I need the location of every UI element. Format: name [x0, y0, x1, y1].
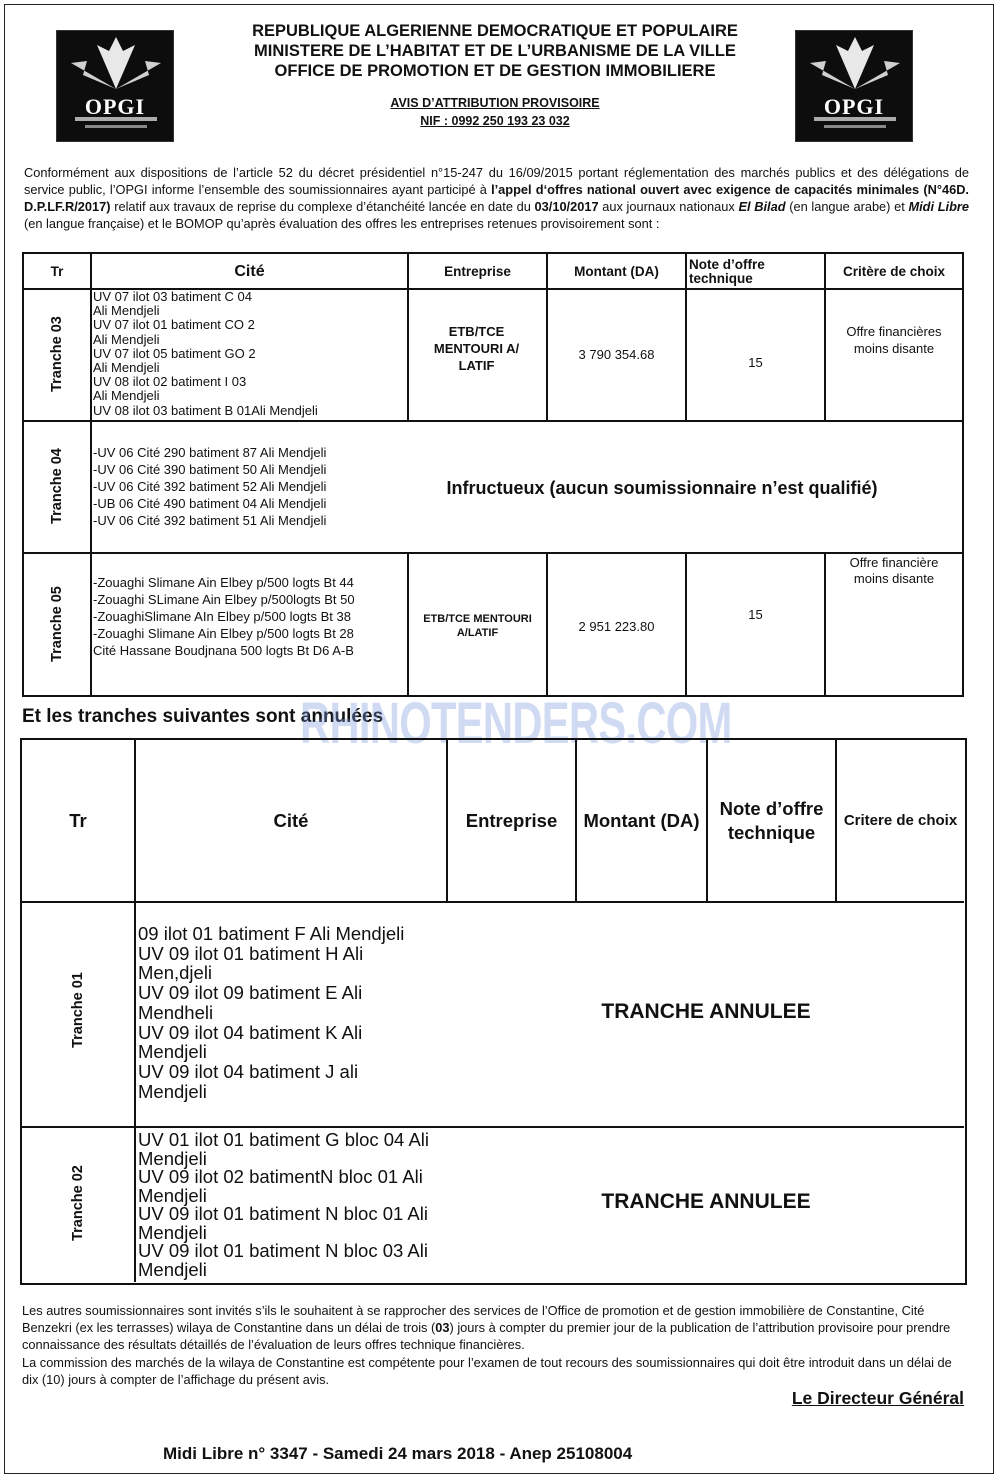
header-critere: Critere de choix: [843, 812, 958, 829]
header-tr: Tr: [69, 810, 87, 831]
cite-item: -Zouaghi Slimane Ain Elbey p/500 logts Bt 44: [93, 575, 354, 590]
intro-text: (en langue arabe) et: [785, 199, 909, 214]
watermark: RHINOTENDERS.COM: [300, 691, 732, 756]
footer-text: ) jours à compter du premier jour de la publication de l’attribution provisoire pour prendre connaissance des résultats détaillés de l’évaluation de leurs offres technique financières.: [22, 1320, 951, 1353]
cite-list: [138, 924, 404, 1101]
header-office: OFFICE DE PROMOTION ET DE GESTION IMMOBILIERE: [274, 62, 716, 80]
cite-item: -UB 06 Cité 490 batiment 04 Ali Mendjeli: [93, 496, 327, 511]
footer-paragraph: [22, 1302, 967, 1388]
cite-item: UV 08 ilot 03 batiment B 01Ali Mendjeli: [93, 402, 318, 418]
tranche-label: Tranche 01: [70, 972, 86, 1048]
cite-item: -UV 06 Cité 392 batiment 51 Ali Mendjeli: [93, 513, 327, 528]
note-cell: 15: [748, 354, 763, 370]
header-cite: Cité: [234, 263, 265, 280]
montant-cell: 3 790 354.68: [578, 346, 655, 362]
cite-item: Mendheli: [138, 1001, 214, 1023]
header-republic: REPUBLIQUE ALGERIENNE DEMOCRATIQUE ET POPULAIRE: [252, 22, 738, 40]
entreprise-cell: ETB/TCE MENTOURI A/LATIF: [423, 613, 532, 639]
annulled-table: [20, 738, 967, 1285]
header-ministry: MINISTERE DE L’HABITAT ET DE L’URBANISME DE LA VILLE: [254, 42, 736, 60]
cite-item: -UV 06 Cité 390 batiment 50 Ali Mendjeli: [93, 462, 327, 477]
cite-item: Ali Mendjeli: [93, 360, 160, 376]
footer-text: Les autres soumissionnaires sont invités s’ils le souhaitent à se rapprocher des services de l’Office de promotion et de gestion immobilière de Constantine, Cité Benzekri (ex les terrasses) wilaya de Constantine dans un délai de trois (: [22, 1303, 925, 1336]
cite-item: UV 07 ilot 03 batiment C 04: [93, 289, 252, 304]
cite-item: UV 09 ilot 01 batiment H Ali: [138, 942, 364, 964]
entreprise-cell: ETB/TCE MENTOURI A/ LATIF: [433, 323, 520, 373]
logo-text: OPGI: [823, 94, 885, 119]
nif-number: NIF : 0992 250 193 23 032: [420, 114, 570, 128]
annulled-section-title: Et les tranches suivantes sont annulées: [22, 706, 384, 727]
cite-item: UV 07 ilot 01 batiment CO 2: [93, 317, 255, 333]
cite-list: [93, 574, 355, 659]
cite-item: Mendjeli: [138, 1147, 207, 1169]
cite-item: Mendjeli: [138, 1080, 207, 1102]
cite-item: Ali Mendjeli: [93, 303, 160, 319]
cite-item: Men,djeli: [138, 962, 213, 984]
header-cite: Cité: [273, 810, 309, 831]
opgi-logo-right: [795, 30, 913, 142]
intro-date: 03/10/2017: [534, 199, 599, 214]
publication-line: Midi Libre n° 3347 - Samedi 24 mars 2018 - Anep 25108004: [163, 1444, 633, 1463]
cite-item: UV 09 ilot 09 batiment E Ali: [138, 982, 363, 1004]
cite-item: -Zouaghi SLimane Ain Elbey p/500logts Bt 50: [93, 592, 355, 607]
header-tr: Tr: [50, 264, 64, 279]
logo-text: OPGI: [84, 94, 146, 119]
cite-item: UV 08 ilot 02 batiment I 03: [93, 374, 247, 390]
cite-item: 09 ilot 01 batiment F Ali Mendjeli: [138, 923, 405, 944]
attribution-table: [22, 252, 964, 697]
starburst-icon: [796, 31, 913, 142]
cite-item: Ali Mendjeli: [93, 388, 160, 404]
tranche-label: Tranche 03: [49, 316, 65, 392]
avis-title: AVIS D’ATTRIBUTION PROVISOIRE: [390, 96, 600, 110]
cite-list: [93, 444, 326, 529]
footer-days: 03: [435, 1320, 450, 1336]
critere-cell: Offre financières moins disante: [846, 324, 942, 356]
cite-item: UV 09 ilot 01 batiment N bloc 01 Ali: [138, 1203, 428, 1224]
cite-item: -UV 06 Cité 290 batiment 87 Ali Mendjeli: [93, 445, 327, 460]
header-entreprise: Entreprise: [444, 264, 511, 279]
cite-item: UV 07 ilot 05 batiment GO 2: [93, 345, 256, 361]
cite-item: Cité Hassane Boudjnana 500 logts Bt D6 A-B: [93, 643, 354, 658]
newspaper-name: Midi Libre: [908, 199, 969, 214]
cite-item: Mendjeli: [138, 1221, 207, 1243]
header-note: Note d’offre technique: [719, 798, 824, 843]
footer-recours: La commission des marchés de la wilaya de Constantine est compétente pour l’examen de tout recours des soumissionnaires qui doit être introduit dans un délai de dix (10) jours à compter de l’affichage du présent avis.: [22, 1354, 952, 1387]
tranche-annulee-status: TRANCHE ANNULEE: [601, 1190, 811, 1213]
tranche-label: Tranche 05: [49, 586, 65, 662]
starburst-icon: [57, 31, 174, 142]
tranche-label: Tranche 02: [70, 1165, 86, 1241]
cite-item: Mendjeli: [138, 1258, 207, 1280]
cite-item: -UV 06 Cité 392 batiment 52 Ali Mendjeli: [93, 479, 327, 494]
cite-item: Mendjeli: [138, 1041, 207, 1063]
critere-cell: Offre financière moins disante: [849, 555, 939, 586]
montant-cell: 2 951 223.80: [578, 618, 655, 634]
header-entreprise: Entreprise: [465, 810, 558, 831]
header-montant: Montant (DA): [574, 264, 659, 279]
intro-text: relatif aux travaux de reprise du complexe d’étanchéité lancée en date du: [110, 199, 535, 214]
intro-bold: l’appel d‘offres national ouvert avec exigence de capacités minimales (N°46D. D.P.LF.R/2017): [24, 182, 969, 214]
tranche-label: Tranche 04: [49, 448, 65, 524]
cite-list: [93, 290, 318, 418]
cite-item: Mendjeli: [138, 1184, 207, 1206]
footer-invitation: [22, 1302, 967, 1354]
intro-text: Conformément aux dispositions de l’article 52 du décret présidentiel n°15-247 du 16/09/2015 portant réglementation des marchés publics et des délégations de service public, l’OPGI informe l’ensemble des soumissionnaires ayant participé à: [24, 165, 969, 197]
cite-item: UV 01 ilot 01 batiment G bloc 04 Ali: [138, 1129, 430, 1150]
newspaper-name: El Bilad: [738, 199, 786, 214]
cite-item: UV 09 ilot 04 batiment J ali: [138, 1060, 359, 1082]
infructueux-status: Infructueux (aucun soumissionnaire n’est qualifié): [446, 477, 878, 498]
intro-paragraph: [24, 164, 969, 232]
tranche-annulee-status: TRANCHE ANNULEE: [601, 1000, 811, 1023]
header-note: Note d’offre technique: [689, 257, 765, 286]
opgi-logo-left: [56, 30, 174, 142]
signature: Le Directeur Général: [791, 1388, 964, 1408]
intro-text: aux journaux nationaux: [598, 199, 739, 214]
intro-text: (en langue française) et le BOMOP qu’après évaluation des offres les entreprises retenues provisoirement sont :: [24, 216, 660, 231]
note-cell: 15: [748, 606, 763, 622]
header-montant: Montant (DA): [583, 810, 700, 831]
cite-item: UV 09 ilot 04 batiment K Ali: [138, 1021, 363, 1043]
cite-item: -Zouaghi Slimane Ain Elbey p/500 logts Bt 28: [93, 626, 354, 641]
cite-item: -ZouaghiSlimane AIn Elbey p/500 logts Bt 38: [93, 609, 351, 624]
cite-item: Ali Mendjeli: [93, 331, 160, 347]
header-critere: Critère de choix: [842, 264, 946, 279]
cite-list: [138, 1131, 429, 1279]
cite-item: UV 09 ilot 02 batimentN bloc 01 Ali: [138, 1166, 423, 1187]
cite-item: UV 09 ilot 01 batiment N bloc 03 Ali: [138, 1240, 428, 1261]
